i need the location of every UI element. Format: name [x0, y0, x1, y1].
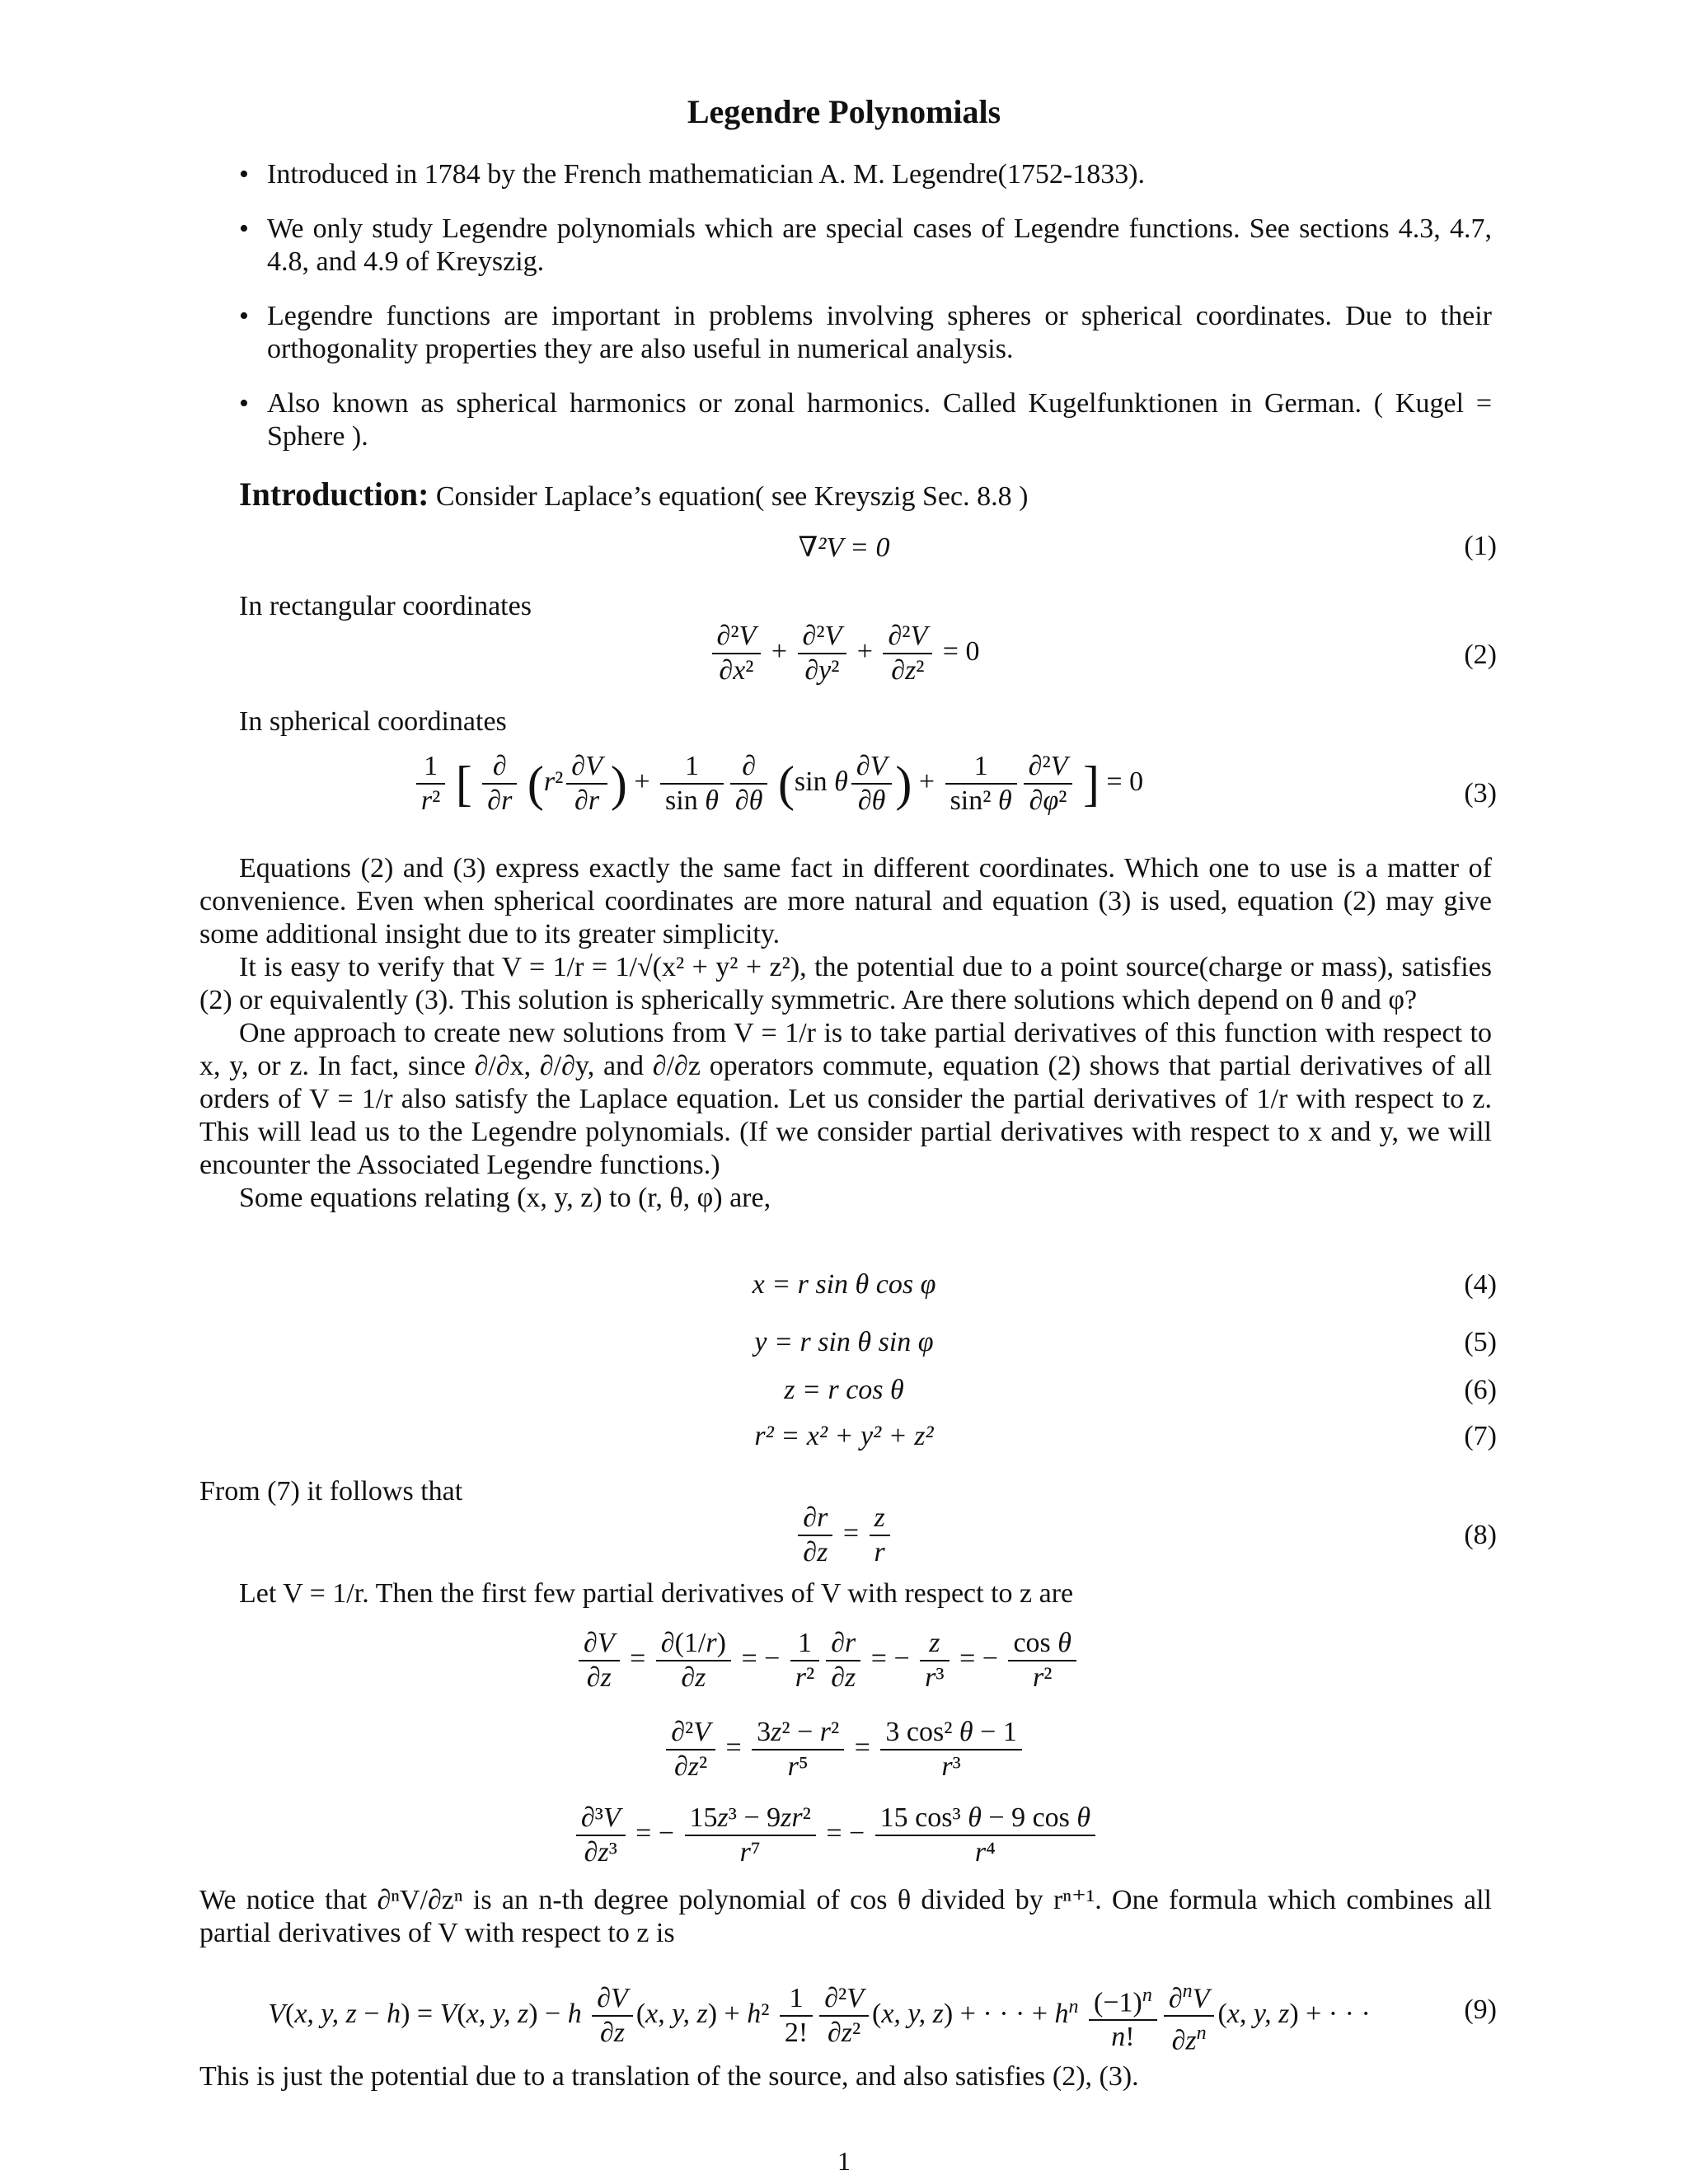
- bullet-item: [239, 213, 1492, 279]
- label-spherical: In spherical coordinates: [239, 706, 507, 737]
- paragraph: Some equations relating (x, y, z) to (r, θ, φ) are,: [239, 1183, 771, 1213]
- equation-1: ∇²V = 0: [798, 532, 890, 563]
- paragraph: Let V = 1/r. Then the first few partial derivatives of V with respect to z are: [239, 1578, 1074, 1609]
- label-from-7: From (7) it follows that: [199, 1476, 463, 1507]
- page-number: 1: [837, 2146, 851, 2176]
- equation-number: (3): [1464, 778, 1497, 808]
- page-title: Legendre Polynomials: [687, 93, 1001, 130]
- derivative-first: $\frac{\partial V}{\partial z}$ = $\frac{\partial(1/r)}{\partial z}$ = − $\frac{1}{\text{r²}}$ $\frac{\partial r}{\partial z}$ = − $\frac{z}{\text{r³}}$ = − $\frac{\text{cos θ}}{\text{r²}}$: [0, 1627, 1672, 1694]
- equation-9: V(x, y, z − h) = V(x, y, z) − h $\frac{\partial V}{\partial z}$ (x, y, z) + h² $\frac{1}{2!}$ $\frac{\text{∂²V}}{\text{∂z²}}$ (x, y, z) + · · · + $h^n$ $\frac{(-1)^n}{n!}$ $\frac{\partial^nV}{\partial z^n}$ (x, y, z) + · · ·: [0, 1975, 1663, 2058]
- intro-line: [239, 476, 1028, 515]
- bullet-text: Also known as spherical harmonics or zonal harmonics. Called Kugelfunktionen in German. ( Kugel = Sphere ).: [267, 388, 1492, 452]
- equation-8: $\frac{\partial r}{\partial z}$ = $\frac{z}{r}$: [0, 1502, 1688, 1569]
- intro-text: Consider Laplace’s equation( see Kreyszig Sec. 8.8 ): [435, 481, 1029, 512]
- bullet-dot-icon: •: [239, 301, 249, 331]
- bullet-item: [239, 300, 1492, 366]
- label-rectangular: In rectangular coordinates: [239, 591, 532, 621]
- bullet-text: Introduced in 1784 by the French mathematician A. M. Legendre(1752-1833).: [267, 159, 1146, 190]
- derivative-third: $\frac{\text{∂³V}}{\text{∂z³}}$ = − $\frac{\text{15z³ − 9zr²}}{\text{r⁷}}$ = − $\frac{\text{15 cos³ θ − 9 cos θ}}{\text{r⁴}}$: [0, 1802, 1680, 1869]
- paragraph: One approach to create new solutions from V = 1/r is to take partial derivatives of this function with respect to x, y, or z. In fact, since ∂/∂x, ∂/∂y, and ∂/∂z operators commute, equation (2) shows that partial derivatives of all orders of V = 1/r also satisfy the Laplace equation. Let us consider the partial derivatives of 1/r with respect to z. This will lead us to the Legendre polynomials. (If we consider partial derivatives with respect to x and y, we will encounter the Associated Legendre functions.): [199, 1018, 1492, 1180]
- bullet-list: [239, 158, 1492, 475]
- paragraph: We notice that ∂ⁿV/∂zⁿ is an n-th degree polynomial of cos θ divided by rⁿ⁺¹. One formula which combines all partial derivatives of V with respect to z is: [199, 1885, 1492, 1948]
- bullet-item: [239, 387, 1492, 453]
- equation-number: (6): [1464, 1375, 1497, 1405]
- bullet-dot-icon: •: [239, 388, 249, 419]
- bullet-text: Legendre functions are important in problems involving spheres or spherical coordinates. Due to their orthogonality properties they are also useful in numerical analysis.: [267, 301, 1492, 364]
- equation-number: (4): [1464, 1269, 1497, 1300]
- equation-number: (5): [1464, 1327, 1497, 1357]
- paragraph: It is easy to verify that V = 1/r = 1/√(x² + y² + z²), the potential due to a point source(charge or mass), satisfies (2) or equivalently (3). This solution is spherically symmetric. Are there solutions which depend on θ and φ?: [199, 952, 1492, 1015]
- paragraph-block: [199, 1884, 1492, 1950]
- equation-3: $\frac{1}{\text{r²}}$ [ $\frac{\partial}{\partial r}$ (r² $\frac{\partial V}{\partial r}$ ) + $\frac{1}{\text{sin θ}}$ $\frac{\partial}{\partial\theta}$ (sin θ $\frac{\partial V}{\partial\theta}$ ) + $\frac{1}{\text{sin² θ}}$ $\frac{\text{∂²V}}{\text{∂φ²}}$ ] = 0: [0, 750, 1622, 818]
- equation-number: (2): [1464, 640, 1497, 670]
- paragraph: Equations (2) and (3) express exactly the same fact in different coordinates. Which one to use is a matter of convenience. Even when spherical coordinates are more natural and equation (3) is used, equation (2) may give some additional insight due to its greater simplicity.: [199, 853, 1492, 949]
- paragraph-block: [239, 1577, 1492, 1610]
- equation-2: $\frac{\text{∂²V}}{\text{∂x²}}$ + $\frac{\text{∂²V}}{\text{∂y²}}$ + $\frac{\text{∂²V}}{\text{∂z²}}$ = 0: [0, 620, 1688, 687]
- bullet-dot-icon: •: [239, 213, 249, 244]
- bullet-dot-icon: •: [239, 159, 249, 190]
- equation-number: (7): [1464, 1421, 1497, 1451]
- derivative-second: $\frac{\text{∂²V}}{\text{∂z²}}$ = $\frac{\text{3z² − r²}}{\text{r⁵}}$ = $\frac{\text{3 cos² θ − 1}}{\text{r³}}$: [0, 1716, 1688, 1783]
- equation-number: (8): [1464, 1520, 1497, 1550]
- equation-5: y = r sin θ sin φ: [754, 1327, 934, 1357]
- equation-number: (9): [1464, 1994, 1497, 2025]
- equation-4: x = r sin θ cos φ: [752, 1269, 936, 1300]
- equation-7: r² = x² + y² + z²: [754, 1421, 934, 1451]
- bullet-text: We only study Legendre polynomials which are special cases of Legendre functions. See sections 4.3, 4.7, 4.8, and 4.9 of Kreyszig.: [267, 213, 1492, 277]
- paragraph-block: [199, 2060, 1492, 2093]
- intro-heading: Introduction:: [239, 476, 429, 513]
- equation-number: (1): [1464, 531, 1497, 561]
- paragraph-block: [199, 852, 1492, 1215]
- equation-6: z = r cos θ: [784, 1375, 904, 1405]
- paragraph: This is just the potential due to a translation of the source, and also satisfies (2), (3).: [199, 2061, 1139, 2092]
- bullet-item: [239, 158, 1492, 191]
